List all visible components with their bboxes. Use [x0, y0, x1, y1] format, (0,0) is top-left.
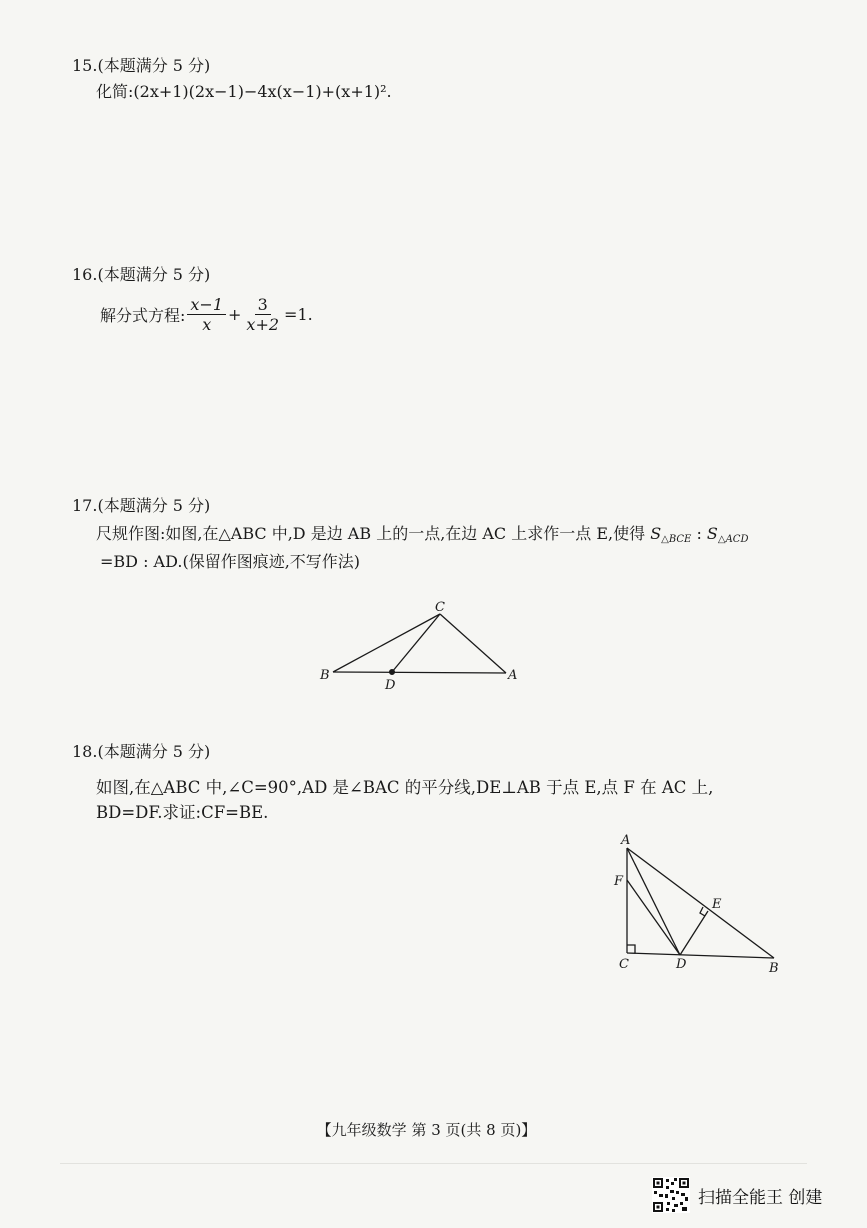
- segment-fd: [627, 880, 680, 955]
- label-c2: C: [619, 957, 629, 972]
- fraction-2-numerator: 3: [255, 296, 271, 315]
- area-subscript-2: △ACD: [717, 534, 749, 545]
- segment-ba: [333, 672, 506, 673]
- label-d2: D: [676, 957, 687, 972]
- qr-code-icon: [652, 1177, 690, 1213]
- label-d: D: [385, 678, 396, 693]
- area-subscript-1: △BCE: [661, 534, 692, 545]
- segment-bc: [333, 614, 440, 672]
- area-symbol-2: S: [706, 524, 718, 543]
- problem-18-line-1: 如图,在△ABC 中,∠C=90°,AD 是∠BAC 的平分线,DE⊥AB 于点 E,点 F 在 AC 上,: [96, 778, 714, 797]
- label-a2: A: [621, 833, 631, 848]
- label-a: A: [508, 668, 518, 683]
- problem-17-header: 17.(本题满分 5 分): [72, 496, 211, 515]
- segment-de: [680, 911, 708, 955]
- problem-15-text: 化简:(2x+1)(2x−1)−4x(x−1)+(x+1)².: [96, 82, 392, 101]
- problem-18-header: 18.(本题满分 5 分): [72, 742, 211, 761]
- fraction-1-denominator: x: [202, 315, 212, 334]
- problem-16-header: 16.(本题满分 5 分): [72, 265, 211, 284]
- watermark-text: 扫描全能王 创建: [698, 1187, 823, 1208]
- plus-operator: +: [228, 305, 242, 324]
- label-b2: B: [769, 961, 779, 976]
- right-angle-e-marker: [700, 907, 705, 916]
- area-symbol-1: S: [650, 524, 662, 543]
- problem-18-line-2: BD=DF.求证:CF=BE.: [96, 803, 269, 822]
- footer-text: 【九年级数学 第 3 页(共 8 页)】: [316, 1121, 537, 1139]
- label-f: F: [614, 874, 624, 889]
- right-angle-c-marker: [627, 945, 635, 953]
- scanner-watermark: [652, 1177, 822, 1213]
- label-b: B: [320, 668, 330, 683]
- point-d-dot: [390, 670, 395, 675]
- segment-cb: [627, 953, 774, 958]
- page-footer: [0, 1120, 867, 1140]
- problem-16-prefix: 解分式方程:: [100, 306, 186, 325]
- ratio-separator: :: [691, 524, 707, 543]
- scan-edge-line: [60, 1163, 807, 1164]
- label-e: E: [712, 897, 722, 912]
- segment-ab: [627, 848, 774, 958]
- fraction-1-numerator: x−1: [187, 296, 226, 315]
- fraction-2-denominator: x+2: [246, 315, 280, 334]
- problem-15-header: 15.(本题满分 5 分): [72, 56, 211, 75]
- segment-ad: [627, 848, 680, 955]
- label-c: C: [435, 600, 445, 615]
- figure-18-triangle: [627, 848, 774, 958]
- segment-ca: [440, 614, 506, 673]
- figure-17-triangle: [333, 614, 506, 674]
- problem-17-text: 尺规作图:如图,在△ABC 中,D 是边 AB 上的一点,在边 AC 上求作一点 E,使得: [96, 524, 651, 543]
- equation-tail: =1.: [284, 305, 313, 324]
- segment-cd: [392, 614, 440, 672]
- problem-17-line-2: =BD : AD.(保留作图痕迹,不写作法): [100, 552, 361, 571]
